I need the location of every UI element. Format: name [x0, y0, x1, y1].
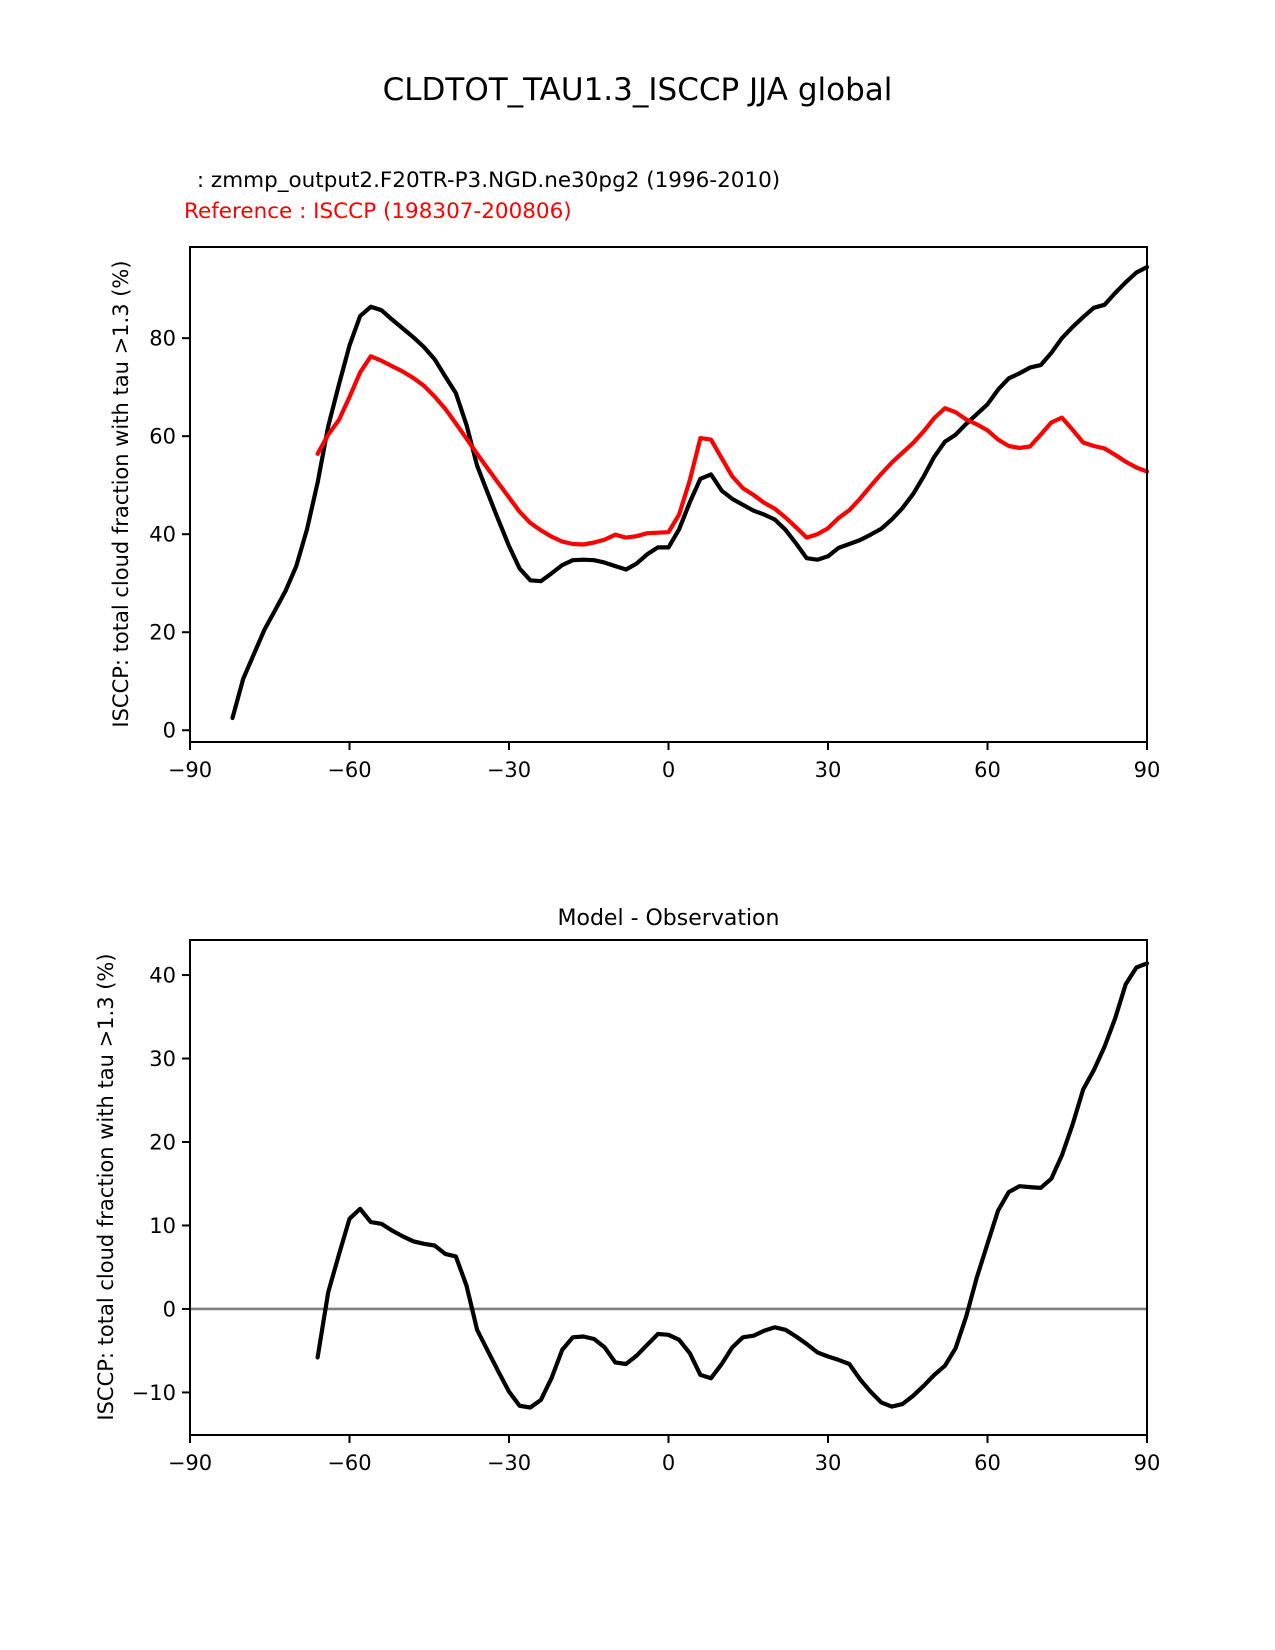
x-tick-label: 0 — [661, 758, 676, 782]
y-tick-label: 30 — [149, 1047, 176, 1072]
bottom-y-axis-label: ISCCP: total cloud fraction with tau >1.3 (%) — [94, 953, 118, 1421]
model-legend-line: : zmmp_output2.F20TR-P3.NGD.ne30pg2 (1996-2010) — [190, 168, 781, 193]
figure-title: CLDTOT_TAU1.3_ISCCP JJA global — [382, 72, 893, 108]
y-tick-label: −10 — [131, 1380, 176, 1405]
y-tick-label: 0 — [162, 1297, 176, 1322]
x-tick-label: −90 — [167, 1451, 213, 1475]
x-tick-label: 0 — [661, 1451, 676, 1475]
x-tick-label: −30 — [486, 758, 532, 782]
x-tick-label: 30 — [814, 758, 842, 782]
x-tick-label: −60 — [327, 1451, 372, 1475]
x-tick-label: 60 — [974, 758, 1001, 782]
bottom-plot-title: Model - Observation — [557, 906, 780, 931]
difference-series-line — [318, 963, 1147, 1407]
y-tick-label: 10 — [149, 1213, 176, 1238]
x-tick-label: 30 — [814, 1451, 842, 1475]
y-tick-label: 80 — [149, 326, 176, 351]
x-tick-label: −90 — [167, 758, 213, 782]
y-tick-label: 20 — [149, 620, 176, 645]
reference-legend-line: Reference : ISCCP (198307-200806) — [184, 199, 572, 224]
x-tick-label: −30 — [486, 1451, 532, 1475]
y-tick-label: 40 — [149, 522, 176, 547]
y-tick-label: 40 — [149, 963, 176, 988]
top-y-axis-label: ISCCP: total cloud fraction with tau >1.3 (%) — [109, 260, 133, 728]
x-tick-label: 60 — [974, 1451, 1001, 1475]
y-tick-label: 60 — [149, 424, 176, 449]
x-tick-label: −60 — [327, 758, 372, 782]
y-tick-label: 0 — [162, 718, 176, 743]
axes-frame — [190, 940, 1147, 1435]
y-tick-label: 20 — [149, 1130, 176, 1155]
x-tick-label: 90 — [1133, 758, 1161, 782]
x-tick-label: 90 — [1133, 1451, 1161, 1475]
